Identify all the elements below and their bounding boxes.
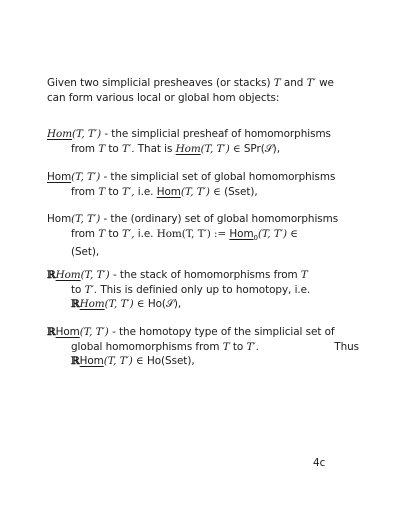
text-to: to — [108, 142, 119, 155]
derived-r-symbol: ℝ — [71, 355, 80, 367]
item-3-line-1 — [47, 212, 359, 227]
text-from: from — [71, 142, 95, 155]
definition-item-1 — [47, 127, 359, 156]
underlined-hom-symbol: Hom — [156, 185, 181, 198]
text-ie: i.e. — [137, 227, 154, 240]
definition-item-2 — [47, 170, 359, 199]
math-args: (T, T′) — [71, 213, 101, 225]
text-ho-sset: Ho(Sset), — [146, 355, 195, 367]
page-number: 4c — [313, 457, 326, 469]
definition-item-4 — [47, 268, 359, 312]
script-hom-symbol: Hom — [79, 298, 105, 310]
math-args: (T, T′) — [71, 171, 101, 183]
math-args: (T, T′) ∈ — [180, 185, 221, 198]
text-ie: i.e. — [137, 185, 154, 198]
text-that-is: That is — [137, 142, 173, 155]
math-T: T — [98, 185, 106, 198]
text-ho-s: Ho(𝒮), — [147, 298, 182, 310]
math-args: (T, T′) — [79, 326, 109, 338]
math-Tprime: T′ — [306, 77, 316, 89]
intro-line-2: can form various local or global hom objects: — [47, 91, 280, 104]
item-3-description: - the (ordinary) set of global homomorphisms — [103, 213, 339, 225]
item-4-line-2 — [47, 283, 359, 298]
underlined-hom-symbol: Hom — [79, 355, 104, 367]
math-T: T — [300, 269, 308, 281]
math-args: (T, T′) ∈ — [257, 227, 298, 240]
item-3-line-2 — [47, 227, 359, 246]
script-hom-symbol: Hom — [175, 142, 201, 155]
item-2-line-1 — [47, 170, 359, 185]
item-1-line-2 — [47, 142, 359, 157]
math-T: T — [222, 340, 230, 353]
script-hom-symbol: Hom — [55, 269, 81, 281]
item-5-line-2 — [47, 340, 359, 355]
derived-r-symbol: ℝ — [71, 298, 80, 310]
text-to: to — [232, 340, 244, 353]
text-thus: Thus — [334, 340, 359, 353]
math-Tprime: T′. — [122, 142, 135, 155]
underlined-hom-symbol: Hom — [47, 171, 72, 183]
text-to: to — [71, 283, 82, 296]
item-4-note: This is definied only up to homotopy, i.e. — [100, 283, 311, 296]
math-args: (T, T′) — [72, 128, 102, 140]
math-T: T — [273, 77, 281, 89]
hom-definition: Hom(T, T′) := — [156, 227, 227, 240]
math-args: (T, T′) — [80, 269, 110, 281]
underlined-hom-symbol: Hom — [229, 227, 254, 240]
definition-item-5 — [47, 325, 359, 369]
text-to: to — [108, 227, 119, 240]
text-sset: (Sset), — [224, 185, 258, 198]
item-2-description: - the simplicial set of global homomorphisms — [103, 171, 336, 183]
item-5-line-3 — [47, 354, 359, 369]
text-global-homs: global homomorphisms from — [71, 340, 220, 353]
intro-we: we — [319, 77, 334, 89]
item-5-description: - the homotopy type of the simplicial set of — [112, 326, 335, 338]
text-from: from — [71, 185, 95, 198]
intro-line-1 — [47, 76, 359, 91]
math-Tprime: T′, — [122, 227, 135, 240]
text-spr: SPr(𝒮), — [243, 142, 280, 155]
item-5-line-2-left — [71, 340, 259, 355]
intro-paragraph — [47, 76, 359, 105]
math-args: (T, T′) ∈ — [104, 298, 145, 310]
derived-r-symbol: ℝ — [47, 269, 56, 281]
item-3-line-3: (Set), — [71, 246, 100, 259]
intro-text: Given two simplicial presheaves (or stacks) — [47, 77, 271, 89]
math-args: (T, T′) ∈ — [200, 142, 241, 155]
math-Tprime: T′, — [122, 185, 135, 198]
definition-item-3 — [47, 212, 359, 260]
item-1-line-1 — [47, 127, 359, 142]
math-Tprime: T′. — [84, 283, 98, 296]
text-from: from — [71, 227, 95, 240]
item-4-line-1 — [47, 268, 359, 283]
math-args: (T, T′) ∈ — [103, 355, 144, 367]
item-1-description: - the simplicial presheaf of homomorphisms — [104, 128, 331, 140]
math-T: T — [98, 142, 106, 155]
underlined-hom-symbol: Hom — [55, 326, 80, 338]
item-2-line-2 — [47, 185, 359, 200]
hom-symbol: Hom — [47, 213, 72, 225]
subscript-zero: 0 — [253, 233, 258, 242]
item-4-line-3 — [47, 297, 359, 312]
item-5-line-1 — [47, 325, 359, 340]
text-to: to — [108, 185, 119, 198]
derived-r-symbol: ℝ — [47, 326, 56, 338]
intro-and: and — [283, 77, 304, 89]
math-T: T — [98, 227, 106, 240]
item-4-description: - the stack of homomorphisms from — [112, 269, 298, 281]
script-hom-symbol: Hom — [47, 128, 73, 140]
math-Tprime: T′. — [246, 340, 259, 353]
